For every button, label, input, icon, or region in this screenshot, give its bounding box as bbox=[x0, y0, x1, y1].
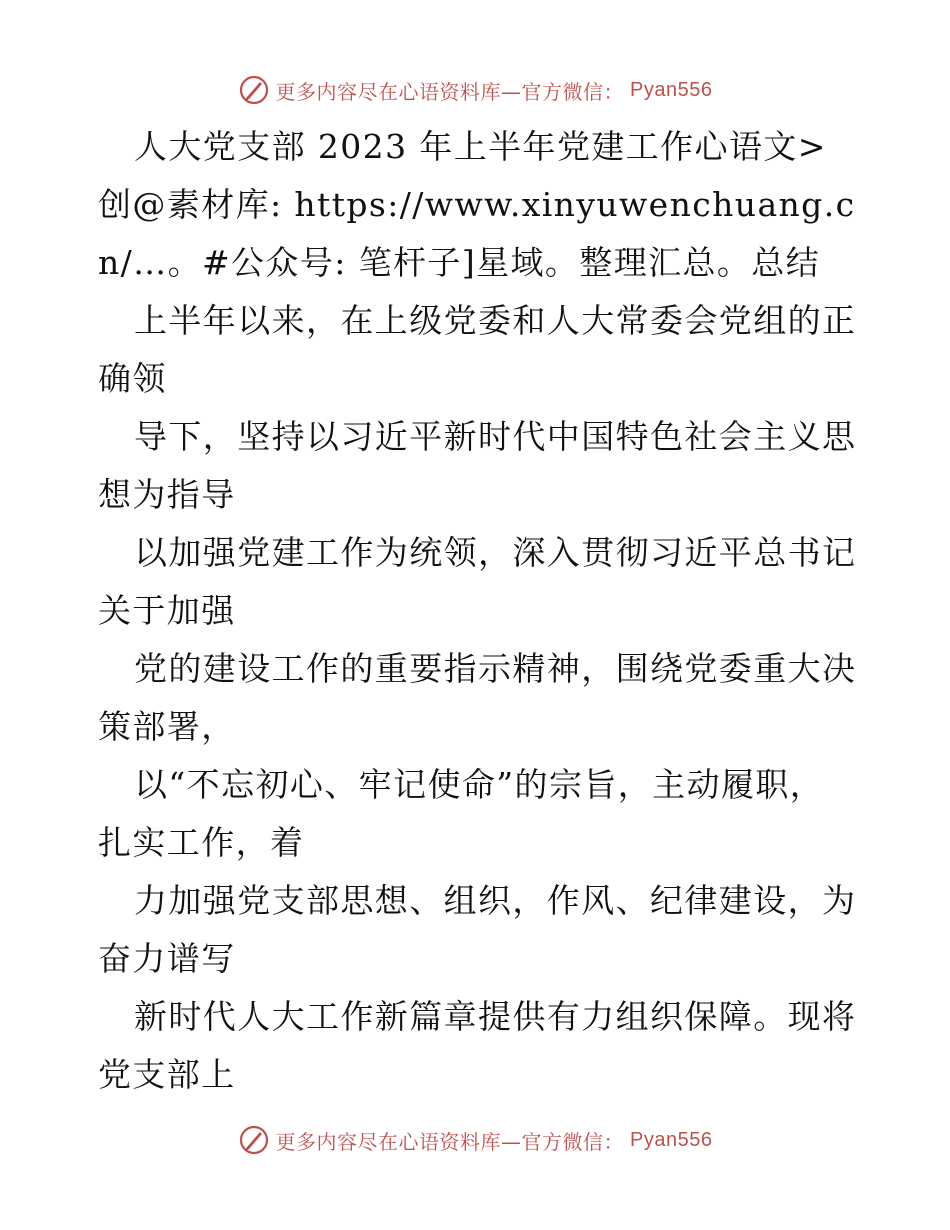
paragraph: 党的建设工作的重要指示精神，围绕党委重大决策部署， bbox=[98, 649, 857, 746]
quill-logo-icon bbox=[238, 1124, 270, 1156]
paragraph: 以“不忘初心、牢记使命”的宗旨，主动履职，扎实工作，着 bbox=[98, 765, 825, 862]
watermark-wechat-id: Pyan556 bbox=[630, 78, 713, 101]
paragraph: 以加强党建工作为统领，深入贯彻习近平总书记关于加强 bbox=[98, 533, 857, 630]
paragraph: 上半年以来，在上级党委和人大常委会党组的正确领 bbox=[98, 301, 857, 398]
watermark-text: 更多内容尽在心语资料库—官方微信： bbox=[275, 79, 625, 104]
document-body bbox=[98, 118, 858, 1104]
footer-watermark bbox=[0, 1120, 950, 1160]
quill-logo-icon bbox=[238, 74, 270, 106]
header-watermark bbox=[0, 70, 950, 110]
paragraph-title: 人大党支部 2023 年上半年党建工作心语文>创@素材库: https://www.xinyuwenchuang.cn/…。#公众号: 笔杆子]星域。整理汇总。总结 bbox=[98, 127, 856, 282]
paragraph: 导下，坚持以习近平新时代中国特色社会主义思想为指导 bbox=[98, 417, 857, 514]
paragraph: 新时代人大工作新篇章提供有力组织保障。现将党支部上 bbox=[98, 997, 857, 1094]
watermark-text: 更多内容尽在心语资料库—官方微信： bbox=[275, 1129, 625, 1154]
paragraph: 力加强党支部思想、组织，作风、纪律建设，为奋力谱写 bbox=[98, 881, 857, 978]
watermark-wechat-id: Pyan556 bbox=[630, 1128, 713, 1151]
